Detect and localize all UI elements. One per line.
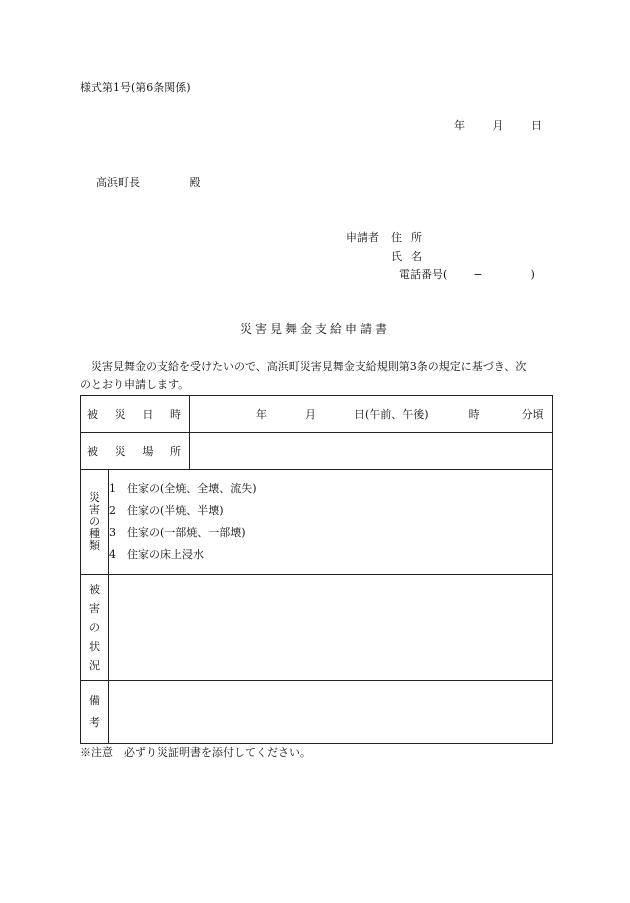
value-disaster-place[interactable] [190,433,553,470]
applicant-name-label: 氏名 [391,250,431,263]
applicant-address-label: 住所 [391,231,431,244]
label-char: 被 [87,408,98,421]
date-year-label: 年 [454,119,465,132]
option-text: 住家の(全焼、全壊、流失) [127,482,257,495]
row-disaster-place [81,433,553,470]
label-char: 状 [89,640,100,653]
label-char: の [89,515,100,528]
label-char: 備 [89,694,100,707]
dt-day-ampm: 日(午前、午後) [354,408,429,421]
label-char: 所 [169,445,181,458]
dt-month: 月 [305,408,316,421]
row-disaster-datetime [81,396,553,433]
disaster-type-option[interactable] [109,522,552,544]
label-char: 被 [89,583,100,596]
label-char: 災 [114,408,126,421]
label-char: 場 [142,445,154,458]
label-char: 日 [142,408,154,421]
dt-hour: 時 [468,408,480,421]
label-char: 害 [89,503,100,516]
value-damage-status[interactable] [109,575,553,681]
label-char: 時 [169,408,181,421]
option-number: 2 [109,504,116,517]
phone-close-paren: ) [530,268,535,281]
option-number: 3 [109,526,116,539]
label-disaster-type [81,470,109,575]
label-char: 況 [89,659,100,672]
submission-date [454,120,542,131]
application-form-table [80,395,553,744]
value-disaster-datetime[interactable] [190,396,553,433]
dt-year: 年 [256,408,267,421]
disaster-type-option[interactable] [109,544,552,566]
applicant-phone [399,269,535,280]
date-month-label: 月 [492,119,504,132]
option-number: 1 [109,482,116,495]
option-number: 4 [109,548,116,561]
option-text: 住家の(一部焼、一部壊) [127,526,246,539]
row-disaster-type [81,470,553,575]
addressee-honorific: 殿 [189,176,201,189]
row-damage-status [81,575,553,681]
label-char: 考 [89,716,100,729]
intro-line-2: のとおり申請します。 [80,378,190,391]
label-damage-status [81,575,109,681]
addressee-name: 高浜町長 [96,176,140,189]
label-disaster-datetime [81,396,190,433]
phone-label: 電話番号( [399,268,448,281]
form-number: 様式第1号(第6条関係) [80,81,191,94]
label-char: 被 [87,445,98,458]
intro-line-1: 災害見舞金の支給を受けたいので、高浜町災害見舞金支給規則第3条の規定に基づき、次 [91,360,527,373]
label-char: の [89,621,100,634]
intro-paragraph [80,358,560,394]
option-text: 住家の(半焼、半壊) [127,504,224,517]
disaster-type-option[interactable] [109,500,552,522]
label-char: 種 [89,527,100,540]
label-char: 災 [89,491,100,504]
phone-dash: − [473,268,483,281]
disaster-type-option[interactable] [109,478,552,500]
disaster-type-options [109,470,553,575]
date-day-label: 日 [531,119,542,132]
document-title: 災害見舞金支給申請書 [239,322,390,336]
label-char: 害 [89,602,100,615]
label-char: 類 [89,539,100,552]
applicant-label: 申請者 [346,231,379,244]
option-text: 住家の床上浸水 [127,548,204,561]
label-char: 災 [114,445,126,458]
value-remarks[interactable] [109,681,553,744]
addressee [96,177,201,188]
label-disaster-place [81,433,190,470]
dt-minute: 分頃 [521,408,544,421]
row-remarks [81,681,553,744]
attachment-note: ※注意 必ずり災証明書を添付してください。 [80,746,311,759]
label-remarks [81,681,109,744]
